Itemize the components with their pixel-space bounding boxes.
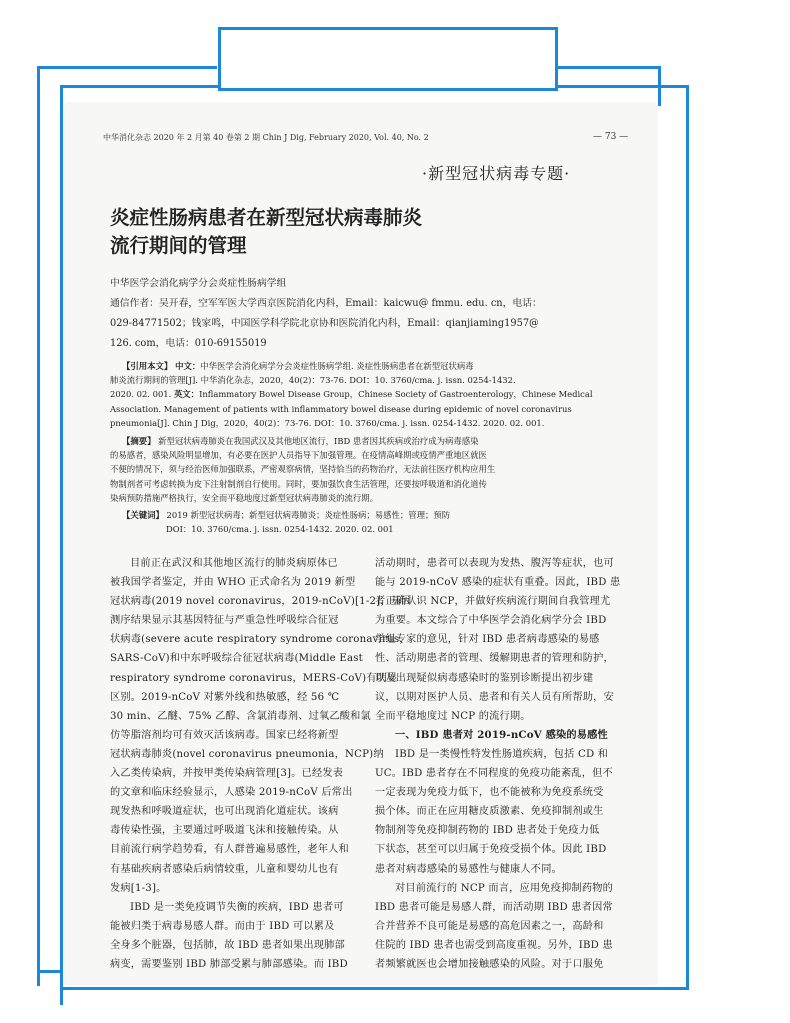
affiliation-line: 中华医学会消化病学分会炎症性肠病学组 [110,278,287,289]
paragraph-line: 仿等脂溶剂均可有效灭活该病毒。国家已经将新型 [110,729,339,741]
right-column [375,554,637,974]
paragraph-line: 能与 2019-nCoV 感染的症状有重叠。因此，IBD 患 [375,577,621,589]
paragraph-line: 30 min、乙醚、75% 乙醇、含氯消毒剂、过氧乙酸和氯 [110,710,371,722]
paragraph-line: 冠状病毒肺炎(novel coronavirus pneumonia，NCP)纳 [110,748,384,760]
paragraph-line: 对目前流行的 NCP 而言，应用免疫抑制药物的 [395,882,614,894]
citation-block: 【引用本文】 中文：中华医学会消化病学分会炎症性肠病学组. 炎症性肠病患者在新型冠状病毒 肺炎流行期间的管理[J]. 中华消化杂志，2020，40(2)：73-76. DOI：10. 3760/cma. j. issn. 0254-1432. 2020. 02. 001. 英文：Inflammatory Bowel Disease Group，Chinese Society of Gastroenterology，Chinese Medical Association. Management of patients with inflammatory bowel disease during epidemic of novel coronavirus pneumonia[J]. Chin J Dig，2020，40(2)：73-76. DOI：10. 3760/cma. j. issn. 0254-1432. 2020. 02. 001. [110,361,593,428]
frame-line-left-outer [37,66,40,986]
journal-header: 中华消化杂志 2020 年 2 月第 40 卷第 2 期 Chin J Dig, February 2020, Vol. 40, No. 2 [103,133,429,142]
paragraph-line: 发病[1-3]。 [110,882,167,894]
affiliation-line: 126. com，电话：010-69155019 [110,338,267,349]
section-heading: 一、IBD 患者对 2019-nCoV 感染的易感性 [395,728,608,741]
affiliation-block [110,274,542,354]
paragraph-line: 毒传染性强，主要通过呼吸道飞沫和接触传染。从 [110,825,339,837]
paragraph-line: 者正确认识 NCP，并做好疾病流行期间自我管理尤 [375,596,611,608]
paragraph-line: 合并营养不良可能是易感的高危因素之一，高龄和 [375,920,604,932]
paragraph-line: 入乙类传染病，并按甲类传染病管理[3]。已经发表 [110,768,344,780]
paragraph-line: 被我国学者鉴定，并由 WHO 正式命名为 2019 新型 [110,577,356,589]
paragraph-line: 的文章和临床经验显示，人感染 2019-nCoV 后常出 [110,787,353,799]
paragraph-line: IBD 是一类免疫调节失衡的疾病，IBD 患者可 [130,901,344,913]
paragraph-line: UC。IBD 患者存在不同程度的免疫功能紊乱，但不 [375,768,613,780]
article-title [110,204,422,260]
frame-top-box [218,27,558,91]
paragraph-line: respiratory syndrome coronavirus，MERS-CoV)有明显 [110,672,398,684]
paragraph-line: 现发热和呼吸道症状，也可出现消化道症状。该病 [110,806,339,818]
journal-page [65,104,656,984]
abstract-block: 【摘要】 新型冠状病毒肺炎在我国武汉及其他地区流行，IBD 患者因其疾病或治疗成为病毒感染 的易感者，感染风险明显增加，有必要在医护人员指导下加强管理。在疫情高峰期或疫情严重地区就医 不便的情况下，须与经治医师加强联系，严密观察病情，坚持恰当的药物治疗，无法前往医疗机构应用生 物制剂者可考虑转换为皮下注射制剂自行使用。同时，要加强饮食生活管理，还要按呼吸道和消化道传 染病预防措施严格执行，安全而平稳地度过新型冠状病毒肺炎的流行期。 [110,436,496,503]
paragraph-line: 议，以期对医护人员、患者和有关人员有所帮助，安 [375,691,614,703]
paragraph-line: IBD 患者可能是易感人群，而活动期 IBD 患者因常 [375,901,613,913]
frame-line-right-inner [686,85,689,990]
paragraph-line: 全而平稳地度过 NCP 的流行期。 [375,710,531,722]
paragraph-line: IBD 是一类慢性特发性肠道疾病，包括 CD 和 [395,748,609,760]
paragraph-line: 全身多个脏器，包括肺，故 IBD 患者如果出现肺部 [110,939,345,951]
affiliation-line: 通信作者：吴开春，空军军医大学西京医院消化内科，Email：kaicwu@ fmmu. edu. cn，电话： [110,298,542,309]
title-line-1: 炎症性肠病患者在新型冠状病毒肺炎 [110,206,423,229]
paragraph-line: 冠状病毒(2019 novel coronavirus，2019-nCoV)[1-2]，基因 [110,596,412,608]
frame-line-bottom-left [37,970,62,973]
paragraph-line: 活动期时，患者可以表现为发热、腹泻等症状，也可 [375,558,614,569]
paragraph-line: 为重要。本文综合了中华医学会消化病学分会 IBD [375,615,607,627]
frame-line-left-inner [60,85,63,1005]
paragraph-line: 患者对病毒感染的易感性与健康人不同。 [375,863,562,875]
paragraph-line: 以及出现疑似病毒感染时的鉴别诊断提出初步建 [375,672,594,684]
frame-line-bottom [60,987,689,990]
paragraph-line: 区别。2019-nCoV 对紫外线和热敏感，经 56 ℃ [110,691,340,703]
frame-line-top-left-inner [60,85,218,88]
paragraph-line: SARS-CoV)和中东呼吸综合征冠状病毒(Middle East [110,653,363,665]
paragraph-line: 能被归类于病毒易感人群。而由于 IBD 可以累及 [110,920,335,932]
paragraph-line: 病变，需要鉴别 IBD 肺部受累与肺部感染。而 IBD [110,958,348,970]
frame-line-top-right-outer [553,66,661,69]
paragraph-line: 目前正在武汉和其他地区流行的肺炎病原体已 [130,558,338,569]
paragraph-line: 有基础疾病者感染后病情较重，儿童和婴幼儿也有 [110,863,339,875]
paragraph-line: 者频繁就医也会增加接触感染的风险。对于口服免 [375,958,604,970]
special-topic-label: ·新型冠状病毒专题· [422,164,571,183]
paragraph-line: 状病毒(severe acute respiratory syndrome coronavirus， [110,634,410,646]
paragraph-line: 住院的 IBD 患者也需受到高度重视。另外，IBD 患 [375,939,613,951]
frame-line-top-right-inner [553,85,689,88]
left-column [110,554,412,974]
paragraph-line: 学组专家的意见，针对 IBD 患者病毒感染的易感 [375,634,600,646]
paragraph-line: 测序结果显示其基因特征与严重急性呼吸综合征冠 [110,615,339,627]
paragraph-line: 下状态，甚至可以归属于免疫受损个体。因此 IBD [375,844,607,856]
paragraph-line: 性、活动期患者的管理、缓解期患者的管理和防护， [375,653,614,665]
page-number: — 73 — [593,132,629,142]
abstract-label: 【摘要】 [122,436,156,446]
frame-line-top-left-outer [37,66,217,69]
title-line-2: 流行期间的管理 [110,234,247,257]
keywords-label: 【关键词】 [122,510,164,520]
paragraph-line: 物制剂等免疫抑制药物的 IBD 患者处于免疫力低 [375,825,600,837]
paragraph-line: 一定表现为免疫力低下，也不能被称为免疫系统受 [375,787,604,799]
paragraph-line: 损个体。而正在应用糖皮质激素、免疫抑制剂或生 [375,806,604,818]
affiliation-line: 029-84771502；钱家鸣，中国医学科学院北京协和医院消化内科，Email：qianjiaming1957@ [110,318,539,329]
keywords-block: 【关键词】 2019 新型冠状病毒；新型冠状病毒肺炎；炎症性肠病；易感性；管理；预防 DOI：10. 3760/cma. j. issn. 0254-1432. 2020. 02. 001 [122,510,451,535]
paragraph-line: 目前流行病学趋势看，有人群普遍易感性，老年人和 [110,844,349,856]
